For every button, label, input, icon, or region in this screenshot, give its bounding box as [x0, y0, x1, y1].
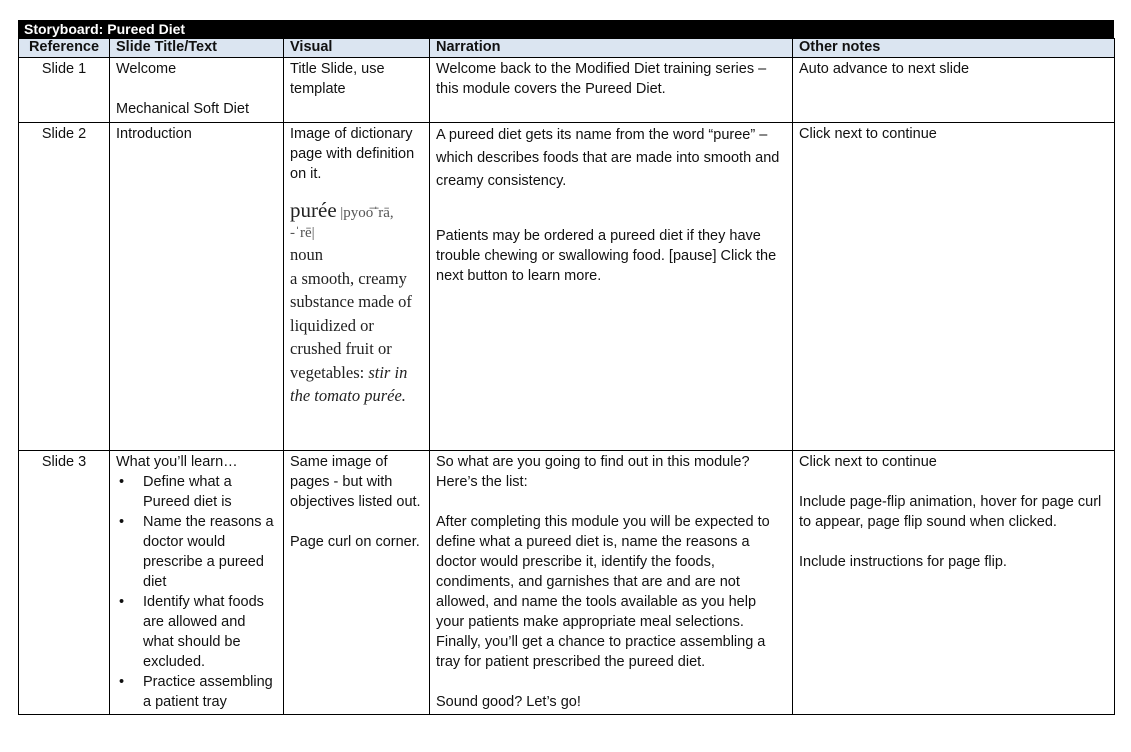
storyboard-table [18, 38, 1115, 715]
storyboard-document [18, 20, 1114, 715]
slide-subtitle: Mechanical Soft Diet [116, 101, 249, 117]
header-reference: Reference [19, 39, 110, 58]
slide-title: Introduction [110, 123, 284, 451]
header-row [19, 39, 1115, 58]
narration-paragraph: After completing this module you will be expected to define what a pureed diet is, name the reasons a doctor would prescribe it, identify the foods, condiments, and garnishes that are and are not allowed, and name the tools available as you help your patients make appropriate meal selections. Finally, you’ll get a chance to practice assembling a tray for patient prescribed the pureed diet. [436, 514, 770, 670]
dictionary-part-of-speech: noun [290, 245, 323, 264]
narration-paragraph: A pureed diet gets its name from the word “puree” – which describes foods that are made into smooth and creamy consistency. [436, 127, 780, 189]
header-narration: Narration [430, 39, 793, 58]
narration-cell [430, 451, 793, 715]
list-item: • Identify what foods are allowed and what should be excluded. [116, 592, 277, 672]
table-row [19, 58, 1115, 123]
dictionary-word: purée [290, 198, 337, 222]
notes-cell: Auto advance to next slide [793, 58, 1115, 123]
list-item: • Practice assembling a patient tray [116, 672, 277, 712]
slide-title: What you’ll learn… [116, 454, 238, 470]
slide-title: Welcome [116, 61, 177, 77]
visual-cell [284, 123, 430, 451]
header-slide-title: Slide Title/Text [110, 39, 284, 58]
header-other-notes: Other notes [793, 39, 1115, 58]
header-visual: Visual [284, 39, 430, 58]
list-item: • Define what a Pureed diet is [116, 472, 277, 512]
narration-paragraph: Patients may be ordered a pureed diet if they have trouble chewing or swallowing food. [pause] Click the next button to learn more. [436, 228, 777, 284]
slide-reference: Slide 3 [19, 451, 110, 715]
narration-cell [430, 123, 793, 451]
table-row [19, 123, 1115, 451]
dictionary-entry [290, 198, 423, 408]
objectives-list [116, 472, 277, 712]
visual-cell: Title Slide, use template [284, 58, 430, 123]
slide-reference: Slide 2 [19, 123, 110, 451]
dictionary-example: stir in the tomato purée. [290, 362, 408, 405]
notes-cell: Click next to continue [793, 123, 1115, 451]
narration-cell: Welcome back to the Modified Diet training series – this module covers the Pureed Diet. [430, 58, 793, 123]
slide-reference: Slide 1 [19, 58, 110, 123]
dictionary-definition: a smooth, creamy substance made of liquidized or crushed fruit or vegetables: stir in the tomato purée. [290, 268, 412, 405]
notes-paragraph: Include page-flip animation, hover for page curl to appear, page flip sound when clicked. [799, 494, 1102, 530]
narration-paragraph: So what are you going to find out in this module? Here’s the list: [436, 454, 750, 490]
dictionary-pronunciation-alt: -ˈrē| [290, 225, 315, 241]
visual-paragraph: Page curl on corner. [290, 534, 420, 550]
visual-description: Image of dictionary page with definition on it. [290, 126, 415, 182]
storyboard-title: Storyboard: Pureed Diet [18, 20, 1114, 38]
table-row [19, 451, 1115, 715]
notes-paragraph: Include instructions for page flip. [799, 554, 1007, 570]
slide-title-cell [110, 451, 284, 715]
slide-title-cell [110, 58, 284, 123]
visual-cell [284, 451, 430, 715]
notes-paragraph: Click next to continue [799, 454, 937, 470]
notes-cell [793, 451, 1115, 715]
visual-paragraph: Same image of pages - but with objectives listed out. [290, 454, 421, 510]
dictionary-pronunciation: |pyoo͞ˈrā, [340, 205, 394, 221]
narration-paragraph: Sound good? Let’s go! [436, 694, 581, 710]
list-item: • Name the reasons a doctor would prescribe a pureed diet [116, 512, 277, 592]
